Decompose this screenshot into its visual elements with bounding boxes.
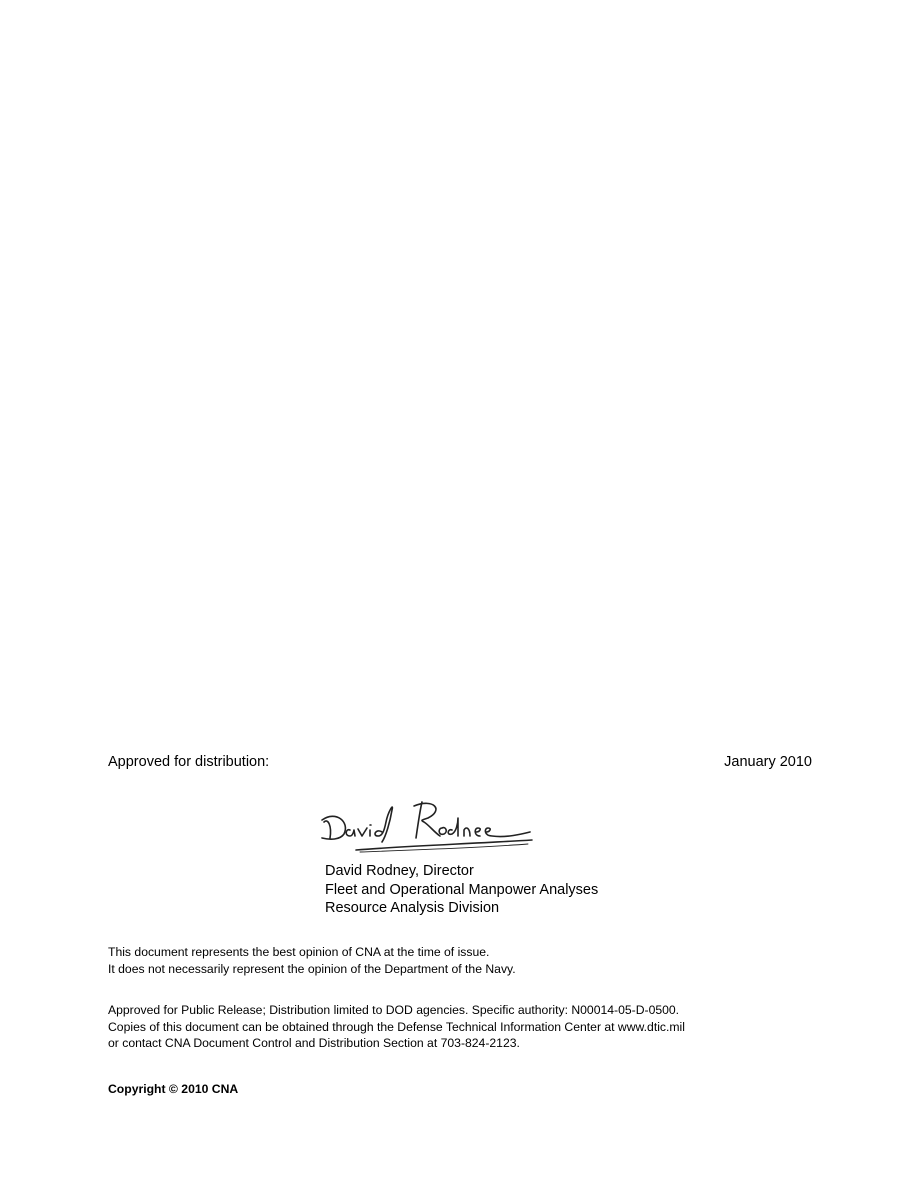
signatory-block xyxy=(325,862,598,918)
disclaimer-line: This document represents the best opinion of CNA at the time of issue. xyxy=(108,945,490,959)
signatory-department: Fleet and Operational Manpower Analyses xyxy=(325,881,599,898)
release-line: or contact CNA Document Control and Distribution Section at 703-824-2123. xyxy=(108,1036,520,1050)
disclaimer-block xyxy=(108,944,516,977)
approval-label: Approved for distribution: xyxy=(108,754,270,770)
disclaimer-line: It does not necessarily represent the opinion of the Department of the Navy. xyxy=(108,961,516,976)
signature-image xyxy=(316,792,538,858)
approval-date: January 2010 xyxy=(724,754,812,770)
copyright-notice: Copyright © 2010 CNA xyxy=(108,1082,239,1096)
release-statement xyxy=(108,1002,685,1052)
release-line: Copies of this document can be obtained through the Defense Technical Information Center at www.dtic.mil xyxy=(108,1019,685,1034)
signatory-name-title: David Rodney, Director xyxy=(325,863,474,879)
release-line: Approved for Public Release; Distribution limited to DOD agencies. Specific authority: N00014-05-D-0500. xyxy=(108,1003,680,1017)
signatory-division: Resource Analysis Division xyxy=(325,900,500,916)
